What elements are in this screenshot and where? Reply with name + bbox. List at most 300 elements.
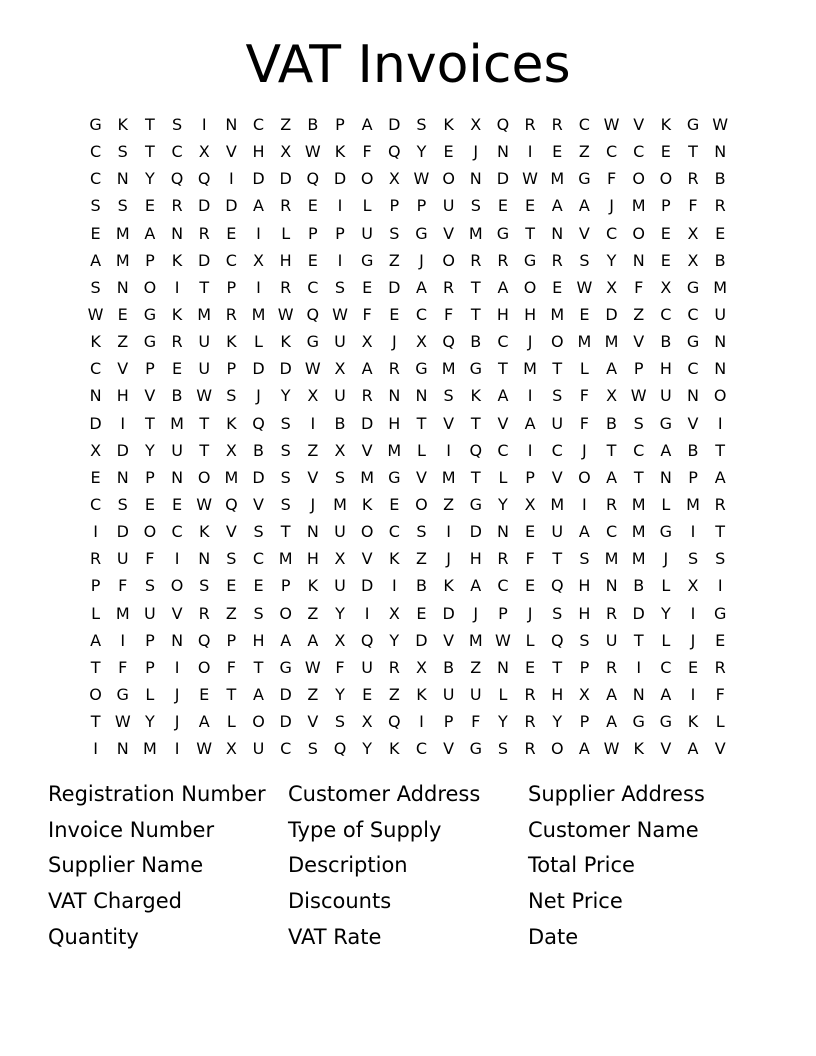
word-list xyxy=(48,776,768,955)
word-item: Supplier Name xyxy=(48,853,204,878)
grid-letter: D xyxy=(632,603,645,623)
grid-letter: D xyxy=(442,603,455,623)
grid-letter: P xyxy=(145,657,155,677)
grid-letter: N xyxy=(116,739,129,759)
grid-letter: C xyxy=(89,495,102,515)
grid-letter: O xyxy=(550,332,564,352)
grid-letter: T xyxy=(145,142,155,162)
grid-letter: A xyxy=(253,685,264,705)
grid-letter: V xyxy=(687,413,699,433)
grid-letter: Z xyxy=(578,142,590,162)
grid-row xyxy=(82,410,734,437)
grid-letter: X xyxy=(307,386,319,406)
grid-letter: L xyxy=(416,440,426,460)
grid-letter: A xyxy=(714,467,726,487)
grid-letter: V xyxy=(551,467,563,487)
grid-letter: R xyxy=(443,277,455,297)
grid-letter: G xyxy=(686,332,700,352)
grid-letter: X xyxy=(606,277,618,297)
grid-letter: E xyxy=(525,576,536,596)
grid-letter: T xyxy=(145,413,155,433)
grid-letter: M xyxy=(115,250,130,270)
grid-letter: C xyxy=(660,305,672,325)
grid-letter: P xyxy=(498,603,508,623)
grid-letter: A xyxy=(253,196,264,216)
grid-letter: P xyxy=(226,359,237,379)
grid-letter: M xyxy=(713,277,728,297)
grid-letter: R xyxy=(280,277,292,297)
grid-letter: C xyxy=(687,305,699,325)
grid-letter: P xyxy=(579,712,590,732)
grid-letter: X xyxy=(361,712,373,732)
grid-letter: P xyxy=(145,359,155,379)
word-row xyxy=(48,848,768,884)
grid-letter: Z xyxy=(470,657,482,677)
grid-letter: Y xyxy=(498,712,508,732)
grid-letter: Q xyxy=(388,142,401,162)
grid-letter: Q xyxy=(306,169,320,189)
grid-letter: W xyxy=(603,739,620,759)
grid-letter: N xyxy=(496,522,509,542)
grid-letter: T xyxy=(552,359,563,379)
grid-letter: F xyxy=(118,576,128,596)
grid-letter: E xyxy=(253,576,264,596)
grid-letter: D xyxy=(252,169,265,189)
grid-letter: I xyxy=(93,739,98,759)
grid-letter: T xyxy=(199,413,210,433)
grid-letter: G xyxy=(659,413,673,433)
grid-letter: Z xyxy=(633,305,645,325)
grid-letter: K xyxy=(361,495,373,515)
grid-letter: S xyxy=(226,386,237,406)
grid-row xyxy=(82,572,734,599)
grid-letter: A xyxy=(551,196,563,216)
grid-letter: S xyxy=(579,250,590,270)
grid-letter: V xyxy=(443,630,455,650)
grid-letter: E xyxy=(226,576,237,596)
grid-letter: P xyxy=(90,576,101,596)
grid-letter: Q xyxy=(225,495,238,515)
grid-letter: V xyxy=(633,115,645,135)
grid-letter: I xyxy=(174,549,180,569)
grid-letter: S xyxy=(552,386,563,406)
grid-letter: T xyxy=(145,115,155,135)
grid-letter: X xyxy=(687,223,699,243)
grid-letter: H xyxy=(388,413,401,433)
grid-letter: C xyxy=(171,142,183,162)
grid-letter: J xyxy=(582,440,587,460)
grid-letter: R xyxy=(225,305,237,325)
grid-letter: R xyxy=(714,196,726,216)
grid-letter: D xyxy=(469,522,482,542)
grid-letter: S xyxy=(90,277,101,297)
grid-letter: L xyxy=(525,630,535,650)
grid-letter: Q xyxy=(333,739,347,759)
grid-letter: K xyxy=(687,712,699,732)
grid-letter: L xyxy=(91,603,101,623)
grid-letter: N xyxy=(551,223,564,243)
grid-letter: L xyxy=(145,685,155,705)
grid-letter: S xyxy=(280,467,291,487)
grid-letter: L xyxy=(498,467,508,487)
grid-letter: X xyxy=(687,576,699,596)
grid-letter: D xyxy=(415,630,428,650)
grid-letter: X xyxy=(388,169,400,189)
grid-letter: F xyxy=(579,386,589,406)
grid-letter: G xyxy=(659,712,673,732)
grid-letter: O xyxy=(659,169,673,189)
grid-letter: S xyxy=(334,712,346,732)
grid-letter: S xyxy=(90,196,101,216)
grid-letter: B xyxy=(171,386,183,406)
grid-letter: V xyxy=(443,739,455,759)
grid-letter: C xyxy=(605,522,618,542)
grid-letter: I xyxy=(636,657,642,677)
grid-letter: B xyxy=(714,169,726,189)
grid-letter: E xyxy=(525,522,536,542)
grid-letter: B xyxy=(307,115,319,135)
grid-letter: G xyxy=(578,169,591,189)
grid-letter: B xyxy=(687,440,699,460)
grid-letter: D xyxy=(388,277,401,297)
grid-letter: N xyxy=(496,142,509,162)
grid-letter: B xyxy=(660,332,672,352)
grid-letter: E xyxy=(660,250,671,270)
grid-letter: M xyxy=(468,630,483,650)
grid-letter: S xyxy=(715,549,726,569)
grid-letter: E xyxy=(525,657,536,677)
grid-letter: S xyxy=(552,603,563,623)
grid-letter: U xyxy=(334,576,346,596)
grid-letter: C xyxy=(89,142,102,162)
grid-letter: Y xyxy=(416,142,427,162)
grid-letter: E xyxy=(443,142,454,162)
grid-letter: U xyxy=(361,657,373,677)
grid-letter: I xyxy=(337,196,343,216)
grid-row xyxy=(82,545,734,572)
word-row xyxy=(48,812,768,848)
grid-letter: J xyxy=(419,250,424,270)
grid-letter: M xyxy=(224,467,239,487)
grid-letter: S xyxy=(443,386,454,406)
grid-letter: R xyxy=(687,169,699,189)
grid-letter: F xyxy=(715,685,725,705)
grid-letter: J xyxy=(391,332,397,352)
grid-letter: E xyxy=(144,495,155,515)
grid-letter: W xyxy=(522,169,538,189)
grid-letter: B xyxy=(714,250,726,270)
grid-letter: X xyxy=(253,250,264,270)
grid-letter: T xyxy=(633,467,644,487)
grid-letter: K xyxy=(307,576,319,596)
grid-letter: Y xyxy=(335,685,345,705)
grid-letter: V xyxy=(225,522,237,542)
word-item: Description xyxy=(288,853,408,878)
grid-letter: C xyxy=(578,115,590,135)
grid-letter: G xyxy=(686,115,700,135)
grid-letter: M xyxy=(550,169,565,189)
grid-letter: H xyxy=(524,305,537,325)
grid-letter: O xyxy=(197,467,211,487)
grid-letter: K xyxy=(389,549,400,569)
grid-letter: K xyxy=(117,115,128,135)
grid-letter: Y xyxy=(362,739,373,759)
grid-letter: I xyxy=(527,142,533,162)
grid-letter: J xyxy=(609,196,614,216)
grid-letter: D xyxy=(279,169,292,189)
grid-letter: K xyxy=(90,332,101,352)
grid-letter: I xyxy=(717,413,723,433)
grid-letter: D xyxy=(605,305,618,325)
grid-letter: M xyxy=(468,223,483,243)
grid-letter: L xyxy=(281,223,291,243)
grid-letter: V xyxy=(225,142,237,162)
grid-letter: X xyxy=(578,685,590,705)
grid-letter: Q xyxy=(550,576,564,596)
grid-row xyxy=(82,627,734,654)
grid-letter: N xyxy=(714,332,727,352)
grid-letter: X xyxy=(198,142,210,162)
grid-letter: N xyxy=(171,630,184,650)
grid-letter: A xyxy=(524,413,536,433)
grid-letter: Z xyxy=(415,549,427,569)
grid-letter: V xyxy=(578,223,590,243)
grid-letter: M xyxy=(686,495,700,515)
grid-letter: R xyxy=(714,495,726,515)
grid-letter: V xyxy=(144,386,156,406)
grid-letter: X xyxy=(225,739,237,759)
grid-letter: J xyxy=(663,549,669,569)
grid-letter: F xyxy=(118,657,128,677)
grid-letter: D xyxy=(252,359,265,379)
grid-letter: C xyxy=(551,440,563,460)
grid-letter: I xyxy=(174,277,180,297)
grid-letter: N xyxy=(116,169,129,189)
grid-letter: U xyxy=(144,603,156,623)
grid-letter: C xyxy=(497,576,509,596)
grid-letter: Y xyxy=(145,440,155,460)
grid-letter: V xyxy=(171,603,183,623)
grid-letter: T xyxy=(470,305,481,325)
grid-letter: I xyxy=(446,522,451,542)
grid-letter: E xyxy=(687,657,699,677)
grid-letter: Z xyxy=(388,250,400,270)
grid-letter: C xyxy=(171,522,183,542)
grid-letter: O xyxy=(550,739,564,759)
grid-letter: Y xyxy=(498,495,508,515)
grid-letter: R xyxy=(361,386,373,406)
grid-letter: W xyxy=(576,277,593,297)
grid-letter: J xyxy=(174,712,180,732)
grid-letter: W xyxy=(304,142,321,162)
word-item: Quantity xyxy=(48,925,139,950)
grid-letter: O xyxy=(143,277,157,297)
word-item: Supplier Address xyxy=(528,781,705,806)
grid-letter: H xyxy=(578,603,591,623)
grid-row xyxy=(82,518,734,545)
grid-letter: V xyxy=(307,467,319,487)
grid-letter: M xyxy=(387,440,402,460)
grid-letter: I xyxy=(582,495,587,515)
grid-letter: R xyxy=(524,115,536,135)
grid-letter: E xyxy=(307,196,318,216)
grid-letter: C xyxy=(252,115,265,135)
grid-letter: A xyxy=(144,223,156,243)
grid-letter: E xyxy=(579,305,590,325)
grid-letter: Z xyxy=(307,685,319,705)
grid-letter: S xyxy=(334,277,346,297)
grid-letter: M xyxy=(115,603,130,623)
grid-letter: B xyxy=(470,332,482,352)
grid-letter: W xyxy=(196,386,213,406)
grid-letter: N xyxy=(171,467,184,487)
grid-letter: S xyxy=(389,223,400,243)
grid-letter: S xyxy=(307,739,318,759)
grid-letter: H xyxy=(469,549,482,569)
grid-letter: K xyxy=(660,115,672,135)
grid-letter: V xyxy=(117,359,129,379)
grid-letter: K xyxy=(470,386,482,406)
grid-letter: T xyxy=(280,522,291,542)
grid-letter: C xyxy=(660,657,672,677)
grid-letter: R xyxy=(551,250,563,270)
grid-letter: M xyxy=(251,305,266,325)
grid-letter: S xyxy=(579,549,590,569)
grid-letter: R xyxy=(714,657,726,677)
grid-letter: V xyxy=(253,495,264,515)
grid-letter: G xyxy=(659,522,673,542)
grid-letter: H xyxy=(578,576,591,596)
grid-letter: Z xyxy=(388,685,400,705)
grid-letter: I xyxy=(446,440,451,460)
grid-letter: G xyxy=(469,359,482,379)
grid-letter: P xyxy=(145,467,155,487)
grid-letter: P xyxy=(308,223,318,243)
grid-letter: V xyxy=(660,739,672,759)
word-item: Customer Address xyxy=(288,781,481,806)
grid-letter: G xyxy=(116,685,129,705)
grid-letter: T xyxy=(199,277,210,297)
grid-letter: F xyxy=(525,549,535,569)
grid-letter: I xyxy=(419,712,424,732)
grid-letter: W xyxy=(712,115,729,135)
grid-letter: M xyxy=(441,359,456,379)
grid-letter: E xyxy=(552,142,563,162)
grid-letter: I xyxy=(310,413,316,433)
grid-letter: W xyxy=(304,657,321,677)
grid-letter: O xyxy=(360,522,374,542)
grid-letter: S xyxy=(416,522,427,542)
grid-letter: G xyxy=(496,223,510,243)
grid-letter: F xyxy=(471,712,481,732)
grid-letter: H xyxy=(496,305,509,325)
grid-letter: C xyxy=(280,739,292,759)
grid-letter: O xyxy=(143,522,157,542)
grid-letter: U xyxy=(469,685,482,705)
grid-letter: N xyxy=(632,250,645,270)
grid-letter: H xyxy=(306,549,319,569)
grid-letter: E xyxy=(171,495,183,515)
grid-letter: D xyxy=(333,169,347,189)
grid-letter: G xyxy=(143,332,157,352)
grid-letter: D xyxy=(279,712,292,732)
grid-letter: X xyxy=(470,115,482,135)
grid-letter: T xyxy=(498,359,508,379)
grid-letter: D xyxy=(388,115,401,135)
word-item: VAT Rate xyxy=(288,925,382,950)
grid-letter: F xyxy=(335,657,345,677)
grid-letter: D xyxy=(279,359,292,379)
grid-letter: N xyxy=(605,576,618,596)
grid-letter: Y xyxy=(280,386,291,406)
word-item: Discounts xyxy=(288,889,392,914)
grid-letter: T xyxy=(253,657,264,677)
grid-row xyxy=(82,681,734,708)
grid-letter: Y xyxy=(606,250,617,270)
grid-letter: C xyxy=(605,223,618,243)
grid-letter: M xyxy=(142,739,157,759)
grid-letter: Z xyxy=(307,440,319,460)
grid-letter: K xyxy=(171,250,183,270)
letter-grid xyxy=(82,111,734,762)
grid-letter: P xyxy=(389,196,400,216)
grid-letter: A xyxy=(606,712,618,732)
grid-letter: K xyxy=(443,115,454,135)
grid-letter: N xyxy=(714,359,727,379)
grid-letter: J xyxy=(310,495,316,515)
grid-letter: A xyxy=(578,522,590,542)
grid-letter: D xyxy=(252,467,265,487)
grid-letter: I xyxy=(174,739,180,759)
grid-letter: U xyxy=(605,630,618,650)
grid-letter: Z xyxy=(280,115,292,135)
grid-letter: T xyxy=(226,685,237,705)
grid-letter: D xyxy=(279,685,292,705)
grid-letter: V xyxy=(361,440,373,460)
grid-letter: O xyxy=(197,657,211,677)
grid-letter: H xyxy=(252,630,265,650)
grid-letter: N xyxy=(198,549,211,569)
grid-letter: R xyxy=(524,739,536,759)
grid-letter: A xyxy=(90,250,102,270)
grid-letter: B xyxy=(415,576,427,596)
grid-letter: F xyxy=(362,305,372,325)
grid-letter: T xyxy=(525,223,535,243)
grid-letter: P xyxy=(145,630,155,650)
grid-letter: O xyxy=(360,169,374,189)
grid-letter: R xyxy=(605,495,618,515)
grid-letter: S xyxy=(117,196,128,216)
grid-letter: I xyxy=(690,685,696,705)
grid-letter: N xyxy=(171,223,184,243)
grid-letter: S xyxy=(253,603,264,623)
grid-letter: I xyxy=(364,603,370,623)
grid-letter: A xyxy=(606,685,618,705)
grid-letter: O xyxy=(442,250,455,270)
grid-letter: Q xyxy=(496,115,510,135)
grid-letter: M xyxy=(360,467,375,487)
grid-letter: D xyxy=(360,576,374,596)
grid-letter: U xyxy=(714,305,727,325)
grid-letter: Q xyxy=(197,630,211,650)
grid-letter: V xyxy=(497,413,509,433)
grid-letter: G xyxy=(415,359,428,379)
grid-letter: G xyxy=(713,603,727,623)
grid-letter: P xyxy=(633,359,644,379)
grid-letter: X xyxy=(334,549,346,569)
grid-letter: X xyxy=(606,386,618,406)
word-row xyxy=(48,919,768,955)
